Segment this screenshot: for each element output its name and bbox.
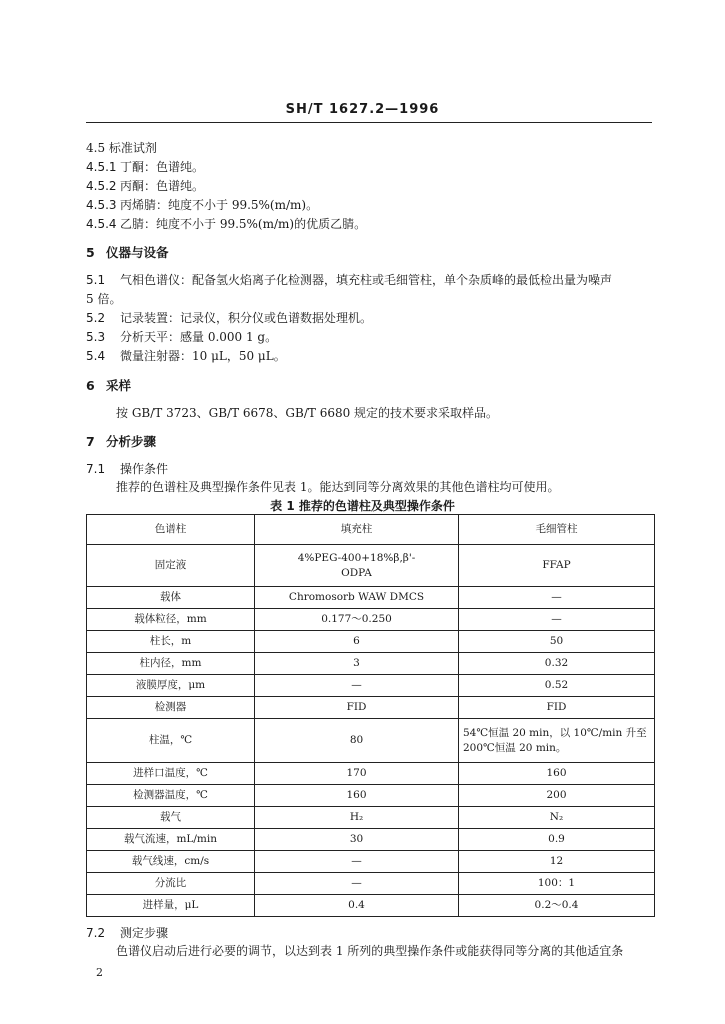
table-row	[87, 785, 655, 807]
table-header-row	[87, 515, 655, 545]
header-divider	[86, 122, 652, 123]
list-item: 5.4 微量注射器：10 μL，50 μL。	[86, 349, 286, 363]
packed-value: —	[255, 851, 459, 873]
packed-value: 4%PEG-400+18%β,β'-ODPA	[255, 545, 459, 587]
row-label: 载气	[87, 807, 255, 829]
capillary-value: 200	[459, 785, 655, 807]
table-row	[87, 895, 655, 917]
row-label: 柱长，m	[87, 631, 255, 653]
packed-value: —	[255, 873, 459, 895]
subsection-7-1-text: 推荐的色谱柱及典型操作条件见表 1。能达到同等分离效果的其他色谱柱均可使用。	[116, 480, 560, 494]
packed-value: 170	[255, 763, 459, 785]
row-label: 载气流速，mL/min	[87, 829, 255, 851]
row-label: 载体	[87, 587, 255, 609]
capillary-value: FID	[459, 697, 655, 719]
row-label: 载气线速，cm/s	[87, 851, 255, 873]
subsection-7-1-heading: 7.1 操作条件	[86, 462, 169, 476]
table-row	[87, 807, 655, 829]
packed-value: 80	[255, 719, 459, 763]
table-row	[87, 851, 655, 873]
packed-value: 30	[255, 829, 459, 851]
capillary-value: N₂	[459, 807, 655, 829]
packed-value: 0.177～0.250	[255, 609, 459, 631]
packed-value: 0.4	[255, 895, 459, 917]
list-item: 5.2 记录装置：记录仪，积分仪或色谱数据处理机。	[86, 311, 373, 325]
conditions-table	[86, 514, 655, 917]
packed-value: 160	[255, 785, 459, 807]
packed-value: H₂	[255, 807, 459, 829]
list-item: 4.5.3 丙烯腈：纯度不小于 99.5%(m/m)。	[86, 198, 319, 212]
table-row	[87, 631, 655, 653]
table-row	[87, 829, 655, 851]
capillary-value: FFAP	[459, 545, 655, 587]
standard-code-header: SH/T 1627.2—1996	[285, 102, 440, 117]
capillary-value: 0.9	[459, 829, 655, 851]
table-row	[87, 763, 655, 785]
packed-value: —	[255, 675, 459, 697]
header-cell-packed: 填充柱	[255, 515, 459, 545]
section-5-heading: 5 仪器与设备	[86, 245, 169, 260]
packed-value: Chromosorb WAW DMCS	[255, 587, 459, 609]
section-4-5-title: 4.5 标准试剂	[86, 141, 157, 155]
list-item: 4.5.2 丙酮：色谱纯。	[86, 179, 205, 193]
row-label: 检测器温度，℃	[87, 785, 255, 807]
capillary-value: 100：1	[459, 873, 655, 895]
packed-value: 3	[255, 653, 459, 675]
list-item-continuation: 5 倍。	[86, 292, 122, 306]
row-label: 进样量，μL	[87, 895, 255, 917]
table-row	[87, 609, 655, 631]
capillary-value: —	[459, 609, 655, 631]
capillary-value: 0.2～0.4	[459, 895, 655, 917]
row-label: 载体粒径，mm	[87, 609, 255, 631]
packed-value: FID	[255, 697, 459, 719]
packed-value: 6	[255, 631, 459, 653]
table-row	[87, 653, 655, 675]
list-item: 5.1 气相色谱仪：配备氢火焰离子化检测器，填充柱或毛细管柱，单个杂质峰的最低检出量为噪声	[86, 273, 613, 287]
row-label: 固定液	[87, 545, 255, 587]
page-number: 2	[96, 966, 103, 979]
subsection-7-2-heading: 7.2 测定步骤	[86, 926, 169, 940]
header-cell-column: 色谱柱	[87, 515, 255, 545]
table-row	[87, 545, 655, 587]
subsection-7-2-text: 色谱仪启动后进行必要的调节，以达到表 1 所列的典型操作条件或能获得同等分离的其他适宜条	[116, 944, 624, 958]
table-row	[87, 587, 655, 609]
header-cell-capillary: 毛细管柱	[459, 515, 655, 545]
table-row	[87, 873, 655, 895]
row-label: 分流比	[87, 873, 255, 895]
row-label: 液膜厚度，μm	[87, 675, 255, 697]
capillary-value: 160	[459, 763, 655, 785]
row-label: 柱内径，mm	[87, 653, 255, 675]
list-item: 4.5.4 乙腈：纯度不小于 99.5%(m/m)的优质乙腈。	[86, 217, 367, 231]
list-item: 4.5.1 丁酮：色谱纯。	[86, 160, 205, 174]
capillary-value: 54℃恒温 20 min，以 10℃/min 升至 200℃恒温 20 min。	[459, 719, 655, 763]
section-7-heading: 7 分析步骤	[86, 434, 157, 449]
row-label: 进样口温度，℃	[87, 763, 255, 785]
table-row	[87, 697, 655, 719]
section-6-heading: 6 采样	[86, 378, 132, 393]
capillary-value: 12	[459, 851, 655, 873]
table-row	[87, 675, 655, 697]
row-label: 柱温，℃	[87, 719, 255, 763]
table-row	[87, 719, 655, 763]
table-caption: 表 1 推荐的色谱柱及典型操作条件	[270, 499, 455, 513]
capillary-value: 0.32	[459, 653, 655, 675]
list-item: 5.3 分析天平：感量 0.000 1 g。	[86, 330, 278, 344]
capillary-value: 50	[459, 631, 655, 653]
section-6-text: 按 GB/T 3723、GB/T 6678、GB/T 6680 规定的技术要求采取样品。	[116, 406, 499, 420]
capillary-value: —	[459, 587, 655, 609]
row-label: 检测器	[87, 697, 255, 719]
capillary-value: 0.52	[459, 675, 655, 697]
